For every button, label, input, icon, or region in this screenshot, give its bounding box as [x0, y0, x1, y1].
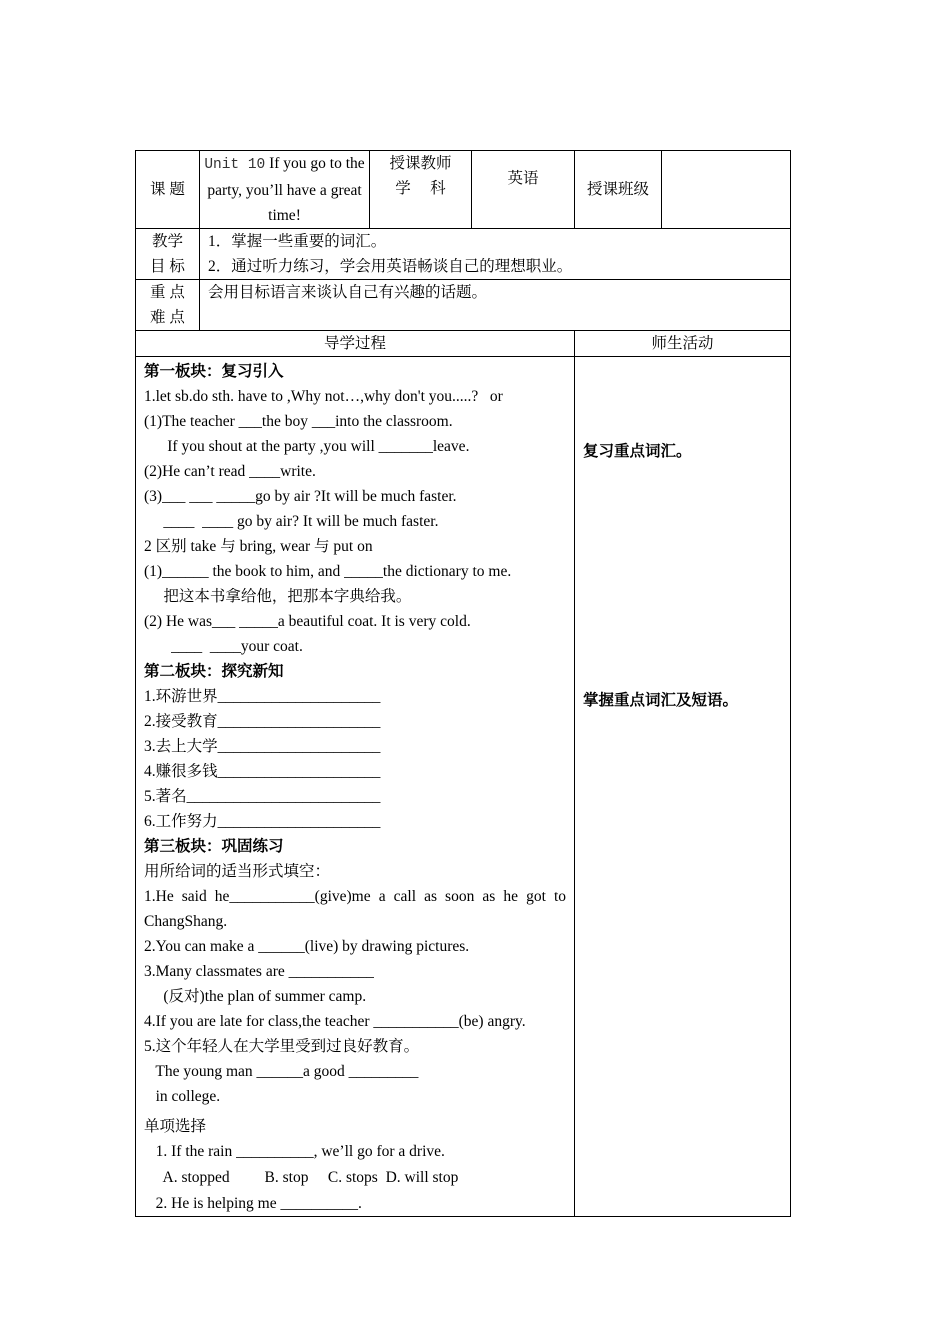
exercise-line: 2 区别 take 与 bring, wear 与 put on [144, 538, 373, 555]
section-title: 第一板块：复习引入 [144, 363, 284, 380]
exercise-line: 3.去上大学_____________________ [144, 738, 381, 755]
exercise-line: 1.He said he___________(give)me a call as soon as he got to ChangShang. [144, 888, 566, 930]
goals-content [200, 229, 791, 280]
keypoints-label-2: 难 点 [150, 309, 185, 326]
section-title: 第三板块：巩固练习 [144, 838, 284, 855]
exercise-line: The young man ______a good _________ [144, 1063, 419, 1080]
choice-line: A. stopped B. stop C. stops D. will stop [144, 1169, 459, 1186]
exercise-line: 4.赚很多钱_____________________ [144, 763, 381, 780]
process-header-row [136, 331, 791, 357]
class-label: 授课班级 [575, 151, 662, 229]
process-right-header: 师生活动 [575, 331, 791, 357]
exercise-line: 1.环游世界_____________________ [144, 688, 381, 705]
exercise-line: 4.If you are late for class,the teacher ___________(be) angry. [144, 1013, 526, 1030]
subject-value: 英语 [472, 151, 575, 229]
class-value [662, 151, 791, 229]
goal-item: 1．掌握一些重要的词汇。 [208, 233, 387, 250]
activity-note: 掌握重点词汇及短语。 [583, 692, 739, 709]
teacher-subject-cell [370, 151, 472, 229]
goals-label-1: 教学 [151, 233, 183, 250]
exercise-line: 3.Many classmates are ___________ [144, 963, 374, 980]
instruction-line: 用所给词的适当形式填空： [144, 863, 331, 880]
exercise-line: (2)He can’t read ____write. [144, 463, 316, 480]
exercise-line: (3)___ ___ _____go by air ?It will be much faster. [144, 488, 457, 505]
process-left-header: 导学过程 [136, 331, 575, 357]
exercise-line: 5.这个年轻人在大学里受到过良好教育。 [144, 1038, 420, 1055]
unit-code: Unit 10 [204, 157, 266, 173]
teacher-label: 授课教师 [389, 155, 452, 172]
teacher-student-activities [575, 357, 791, 1217]
exercise-line: 6.工作努力_____________________ [144, 813, 381, 830]
lesson-plan-table [135, 150, 791, 1217]
goal-item: 2．通过听力练习，学会用英语畅谈自己的理想职业。 [208, 258, 573, 275]
exercise-line: (反对)the plan of summer camp. [144, 988, 367, 1005]
exercise-line: (1)The teacher ___the boy ___into the classroom. [144, 413, 453, 430]
exercise-line: 2.接受教育_____________________ [144, 713, 381, 730]
activity-note: 复习重点词汇。 [583, 443, 692, 460]
keypoints-row [136, 280, 791, 331]
exercise-line: ____ ____your coat. [144, 638, 303, 655]
exercise-line: in college. [144, 1088, 221, 1105]
topic-label: 课 题 [136, 151, 200, 229]
goals-label-cell [136, 229, 200, 280]
section-title: 第二板块：探究新知 [144, 663, 284, 680]
unit-title: If you go to the party, you’ll have a great time! [207, 155, 365, 224]
choice-line: 2. He is helping me __________. [144, 1195, 362, 1212]
keypoints-label-1: 重 点 [150, 284, 185, 301]
keypoints-text: 会用目标语言来谈认自己有兴趣的话题。 [200, 280, 791, 331]
unit-title-cell [200, 151, 370, 229]
exercise-line: If you shout at the party ,you will _______leave. [144, 438, 470, 455]
exercise-line: (1)______ the book to him, and _____the dictionary to me. [144, 563, 512, 580]
subject-label: 学 科 [395, 180, 446, 197]
exercise-line: 1.let sb.do sth. have to ,Why not…,why don't you.....? or [144, 388, 503, 405]
guided-process [136, 357, 575, 1217]
exercise-line: ____ ____ go by air? It will be much faster. [144, 513, 439, 530]
choice-title: 单项选择 [144, 1118, 207, 1135]
goals-row [136, 229, 791, 280]
header-row [136, 151, 791, 229]
choice-line: 1. If the rain __________, we’ll go for a drive. [144, 1143, 445, 1160]
process-body-row [136, 357, 791, 1217]
exercise-line: 5.著名_________________________ [144, 788, 381, 805]
keypoints-label-cell [136, 280, 200, 331]
goals-label-2: 目 标 [150, 258, 185, 275]
exercise-line: 把这本书拿给他，把那本字典给我。 [144, 588, 412, 605]
exercise-line: (2) He was___ _____a beautiful coat. It is very cold. [144, 613, 471, 630]
exercise-line: 2.You can make a ______(live) by drawing pictures. [144, 938, 470, 955]
